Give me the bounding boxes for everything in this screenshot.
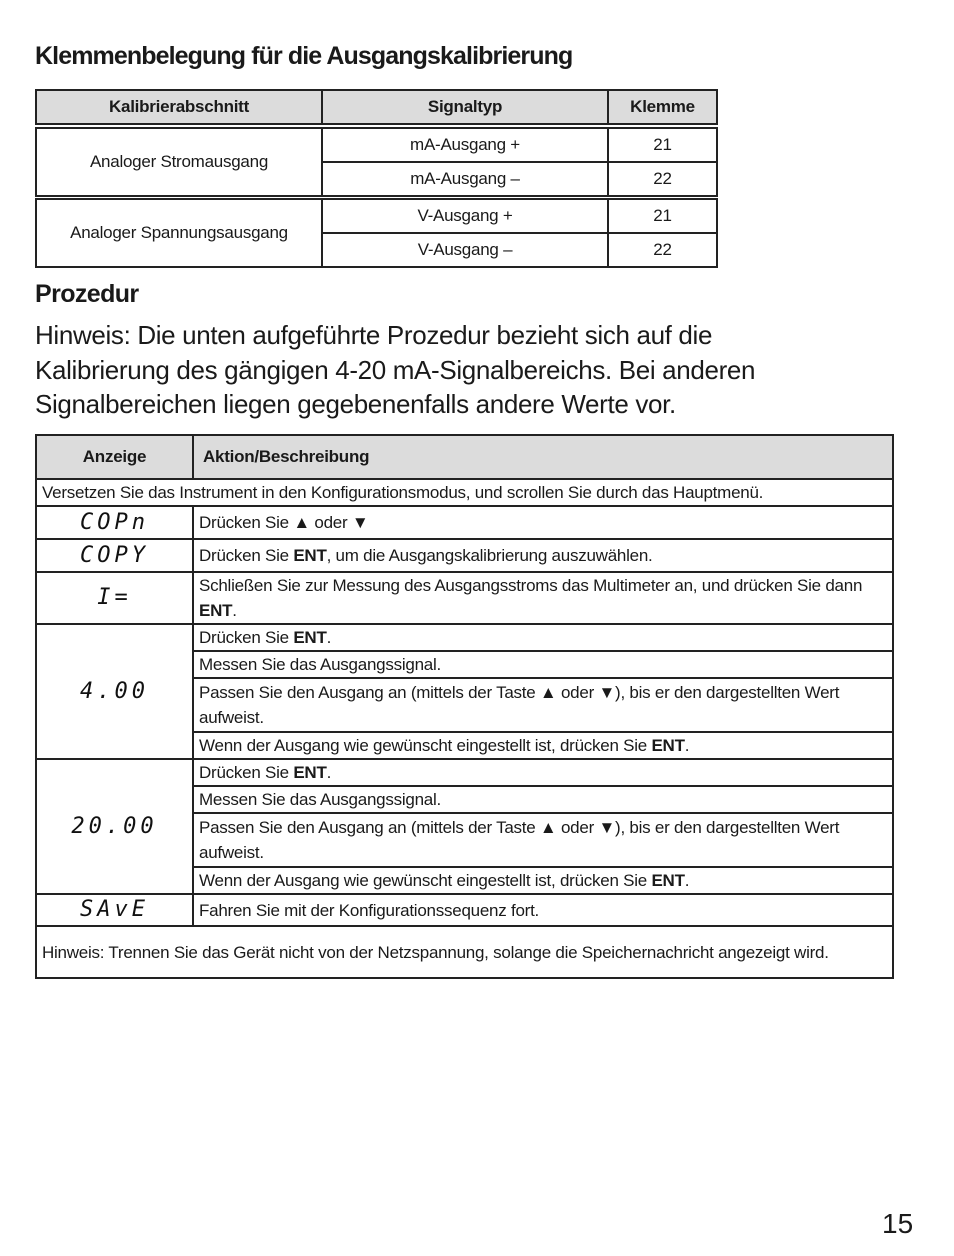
table-cell-signal: mA-Ausgang – <box>322 162 608 196</box>
table-cell-terminal: 22 <box>608 233 717 267</box>
action-text: . <box>326 628 332 647</box>
display-readout <box>36 894 193 926</box>
table-row <box>36 624 893 651</box>
procedure-note <box>35 318 915 422</box>
action-cell <box>193 624 893 651</box>
action-text: . <box>326 763 332 782</box>
action-text: , um die Ausgangskalibrierung auszuwählen. <box>326 546 653 565</box>
action-cell: Messen Sie das Ausgangssignal. <box>193 786 893 813</box>
table-cell-terminal: 21 <box>608 199 717 233</box>
table-row <box>36 539 893 572</box>
table-row <box>36 199 717 233</box>
table-header-row <box>36 90 717 124</box>
display-value: SAvE <box>80 897 149 922</box>
procedure-table <box>35 434 894 979</box>
display-readout <box>36 539 193 572</box>
note-line: Signalbereichen liegen gegebenenfalls andere Werte vor. <box>35 389 676 419</box>
action-text: Drücken Sie ▲ oder ▼ <box>199 513 369 532</box>
table-cell-terminal: 22 <box>608 162 717 196</box>
key-label: ENT <box>651 736 685 755</box>
table-header-row <box>36 435 893 479</box>
column-header-display: Anzeige <box>36 435 193 479</box>
action-cell: Messen Sie das Ausgangssignal. <box>193 651 893 678</box>
table-cell-section: Analoger Stromausgang <box>36 128 322 196</box>
table-cell-section: Analoger Spannungsausgang <box>36 199 322 267</box>
action-text: . <box>684 736 690 755</box>
display-value: COPn <box>80 509 149 535</box>
display-readout <box>36 624 193 759</box>
action-text: Wenn der Ausgang wie gewünscht eingestellt ist, drücken Sie <box>199 736 652 755</box>
display-readout <box>36 759 193 894</box>
note-line: Kalibrierung des gängigen 4-20 mA-Signalbereichs. Bei anderen <box>35 354 756 385</box>
note-line: Hinweis: Die unten aufgeführte Prozedur bezieht sich auf die <box>35 320 713 350</box>
column-header: Klemme <box>608 90 717 124</box>
action-cell <box>193 867 893 894</box>
action-cell <box>193 539 893 572</box>
key-label: ENT <box>293 763 327 782</box>
display-value: COPY <box>80 542 149 568</box>
display-value: 20.00 <box>71 813 158 839</box>
section-heading-procedure: Prozedur <box>35 280 139 308</box>
display-readout <box>36 572 193 624</box>
action-text: Schließen Sie zur Messung des Ausgangsstroms das Multimeter an, und drücken Sie dann <box>199 576 863 595</box>
action-cell <box>193 572 893 624</box>
table-cell-signal: V-Ausgang – <box>322 233 608 267</box>
footnote-text: Hinweis: Trennen Sie das Gerät nicht von der Netzspannung, solange die Speichernachricht angezeigt wird. <box>36 926 893 978</box>
key-label: ENT <box>199 601 233 620</box>
table-row <box>36 506 893 539</box>
table-row <box>36 572 893 624</box>
display-value: I= <box>97 585 132 610</box>
key-label: ENT <box>293 546 327 565</box>
action-cell <box>193 732 893 759</box>
table-row <box>36 894 893 926</box>
action-cell: Passen Sie den Ausgang an (mittels der Taste ▲ oder ▼), bis er den dargestellten Wert aufweist. <box>193 678 893 732</box>
column-header-action: Aktion/Beschreibung <box>193 435 893 479</box>
key-label: ENT <box>651 871 685 890</box>
key-label: ENT <box>293 628 327 647</box>
display-readout <box>36 506 193 539</box>
action-text: Drücken Sie <box>199 546 294 565</box>
action-text: . <box>684 871 690 890</box>
action-cell <box>193 759 893 786</box>
intro-text: Versetzen Sie das Instrument in den Konfigurationsmodus, und scrollen Sie durch das Hauptmenü. <box>36 479 893 506</box>
action-cell <box>193 506 893 539</box>
table-cell-signal: mA-Ausgang + <box>322 128 608 162</box>
table-cell-terminal: 21 <box>608 128 717 162</box>
action-text: . <box>232 601 237 620</box>
action-text: Drücken Sie <box>199 628 294 647</box>
table-cell-signal: V-Ausgang + <box>322 199 608 233</box>
column-header: Signaltyp <box>322 90 608 124</box>
action-cell: Passen Sie den Ausgang an (mittels der Taste ▲ oder ▼), bis er den dargestellten Wert aufweist. <box>193 813 893 867</box>
display-value: 4.00 <box>80 678 149 704</box>
table-row <box>36 759 893 786</box>
table-row <box>36 128 717 162</box>
page-number: 15 <box>882 1208 914 1239</box>
table-row-footnote <box>36 926 893 978</box>
table-row-intro <box>36 479 893 506</box>
action-text: Drücken Sie <box>199 763 294 782</box>
column-header: Kalibrierabschnitt <box>36 90 322 124</box>
section-heading-terminal-assignment: Klemmenbelegung für die Ausgangskalibrierung <box>35 42 573 70</box>
action-text: Wenn der Ausgang wie gewünscht eingestellt ist, drücken Sie <box>199 871 652 890</box>
terminal-assignment-table <box>35 89 718 268</box>
action-cell: Fahren Sie mit der Konfigurationssequenz fort. <box>193 894 893 926</box>
